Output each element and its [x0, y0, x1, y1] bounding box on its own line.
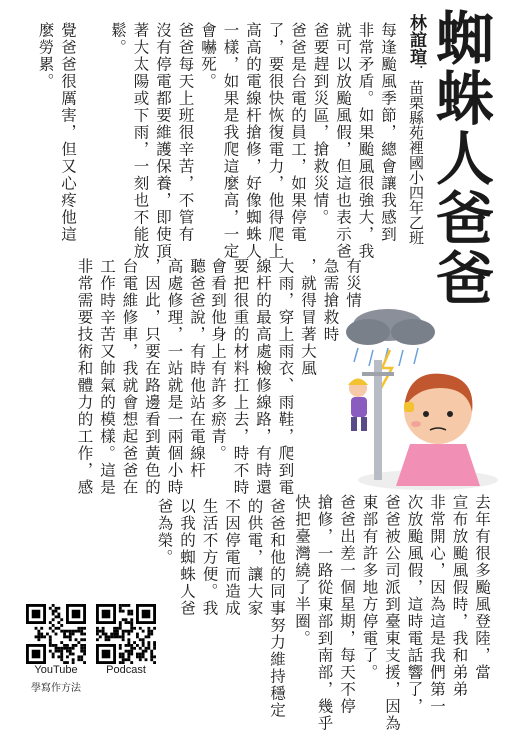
text-column: 大雨，穿上雨衣、雨鞋，爬到電 — [276, 258, 295, 496]
text-column: 高高的電線杆搶修，好像蜘蛛人 — [244, 22, 262, 260]
text-column: 覺爸爸很厲害，但又心疼他這 — [59, 22, 77, 243]
text-column: 爸要趕到災區，搶救災情。 — [311, 22, 330, 226]
text-column: 爸為榮。 — [155, 498, 174, 566]
text-column: 就可以放颱風假，但這也表示爸 — [334, 22, 352, 260]
text-column: 爸爸每天上班很辛苦，不管有 — [176, 22, 195, 243]
text-column: 台電維修車，我就會想起爸爸在 — [120, 258, 139, 496]
text-column: 急需搶救時 — [321, 258, 340, 343]
article-title: 蜘蛛人爸爸 — [426, 8, 494, 308]
text-column: 一樣，如果是我爬這麼高，一定 — [221, 22, 240, 260]
text-column: 生活不方便。我 — [200, 498, 219, 617]
text-column: 線杆的最高處檢修線路，有時還 — [254, 258, 272, 496]
worker-icon — [348, 379, 368, 432]
byline — [407, 14, 424, 245]
text-column: 次放颱風假，這時電話響了， — [405, 494, 424, 715]
text-column: 爸爸和他的同事努力維持穩定 — [268, 498, 286, 719]
text-column: 工作時辛苦又帥氣的模樣。這是 — [98, 258, 116, 496]
text-column: 非常開心，因為這是我們第一 — [428, 494, 446, 715]
text-column: 東部有許多地方停電了。 — [360, 494, 379, 681]
girl-icon — [396, 374, 480, 486]
text-column: 以我的蜘蛛人爸 — [178, 498, 196, 617]
text-column: ，就得冒著大風 — [299, 258, 317, 377]
author-school: ．苗栗縣苑裡國小四年乙班 — [407, 65, 425, 245]
text-column: 搶修，一路從東部到南部，幾乎 — [315, 494, 334, 732]
text-column: 每逢颱風季節，總會讓我感到 — [379, 22, 397, 243]
text-column: 快把臺灣繞了半圈。 — [293, 494, 311, 647]
text-column: 聽爸爸說，有時他站在電線杆 — [188, 258, 206, 479]
text-column: 有災情 — [344, 258, 362, 309]
youtube-qr-code[interactable] — [26, 604, 86, 664]
storm-cloud-icon — [346, 309, 435, 345]
text-column: 麼勞累。 — [36, 22, 55, 90]
text-column: 非常需要技術和體力的工作，感 — [75, 258, 94, 496]
text-column: 沒有停電都要維護保養，即使頂 — [154, 22, 172, 260]
text-column: 會嚇死。 — [199, 22, 217, 90]
text-column: 了，要很快恢復電力，他得爬上 — [266, 22, 285, 260]
text-column: 鬆。 — [109, 22, 127, 56]
text-column: 著大太陽或下雨，一刻也不能放 — [131, 22, 150, 260]
text-column: 非常矛盾。如果颱風很強大，我 — [356, 22, 375, 260]
text-column: ，因此，只要在路邊看到黃色的 — [143, 258, 161, 496]
text-column: 爸爸是台電的員工，如果停電 — [289, 22, 307, 243]
text-column: 爸爸出差一個星期，每天不停 — [338, 494, 356, 715]
text-column: 不因停電而造成 — [223, 498, 241, 617]
text-column: 會看到他身上有許多瘀青。 — [209, 258, 227, 462]
author-name: 林誼瑄 — [406, 14, 426, 65]
text-column: 高處修理，一站就是一兩個小時 — [165, 258, 184, 496]
youtube-label: YouTube — [34, 664, 78, 676]
text-column: 爸爸被公司派到臺東支援，因為 — [383, 494, 401, 732]
text-column: 去年有很多颱風登陸，當 — [473, 494, 491, 681]
utility-pole-icon — [374, 360, 382, 480]
text-column: 要把很重的材料扛上去，時不時 — [231, 258, 250, 496]
text-column: 宣布放颱風假時，我和弟弟 — [450, 494, 469, 698]
podcast-qr-code[interactable] — [96, 604, 156, 664]
text-column: 的供電，讓大家 — [245, 498, 264, 617]
youtube-sub-label: 學寫作方法 — [31, 683, 81, 694]
podcast-label: Podcast — [106, 664, 146, 676]
spiderman-dad-illustration — [318, 290, 498, 490]
